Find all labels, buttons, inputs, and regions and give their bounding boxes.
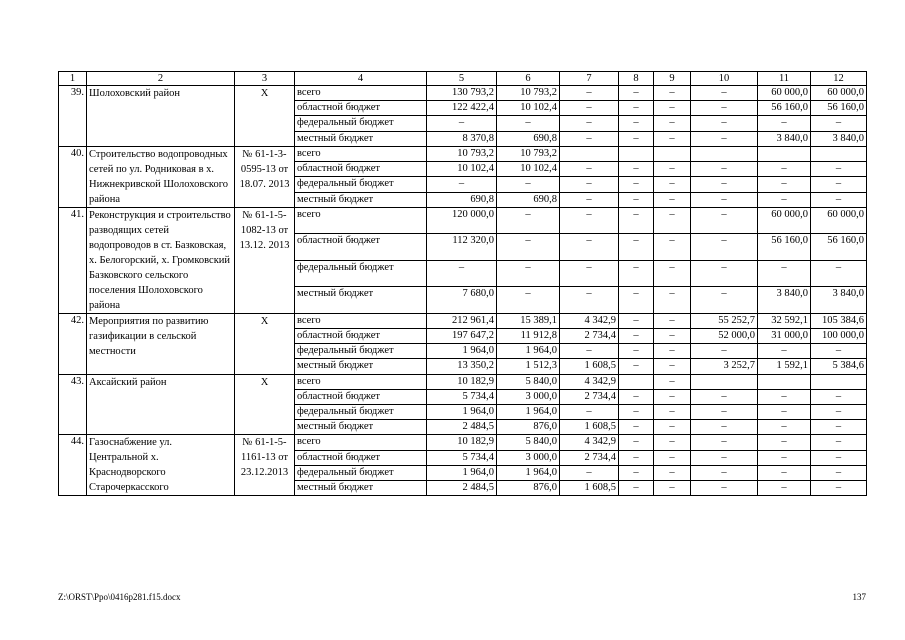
amount-cell: 3 000,0: [497, 389, 560, 404]
amount-cell: 1 608,5: [560, 481, 619, 496]
amount-cell: 8 370,8: [427, 131, 497, 146]
budget-source: всего: [295, 374, 427, 389]
amount-cell: –: [619, 177, 654, 192]
amount-cell: –: [758, 116, 811, 131]
amount-cell: –: [654, 450, 691, 465]
budget-source: федеральный бюджет: [295, 260, 427, 287]
amount-cell: –: [497, 287, 560, 314]
budget-source: местный бюджет: [295, 359, 427, 374]
amount-cell: 1 608,5: [560, 359, 619, 374]
header-cell: 4: [295, 72, 427, 86]
table-row: [59, 207, 867, 234]
amount-cell: 5 734,4: [427, 450, 497, 465]
amount-cell: –: [619, 131, 654, 146]
amount-cell: [811, 146, 867, 161]
amount-cell: 60 000,0: [811, 86, 867, 101]
amount-cell: –: [654, 131, 691, 146]
amount-cell: –: [691, 116, 758, 131]
header-cell: 5: [427, 72, 497, 86]
amount-cell: –: [560, 101, 619, 116]
amount-cell: –: [497, 207, 560, 234]
amount-cell: –: [691, 192, 758, 207]
amount-cell: –: [758, 465, 811, 480]
amount-cell: –: [691, 404, 758, 419]
amount-cell: –: [758, 192, 811, 207]
budget-source: всего: [295, 313, 427, 328]
amount-cell: 5 384,6: [811, 359, 867, 374]
amount-cell: –: [619, 287, 654, 314]
table-row: [59, 435, 867, 450]
amount-cell: –: [654, 192, 691, 207]
amount-cell: 1 964,0: [497, 344, 560, 359]
budget-source: федеральный бюджет: [295, 116, 427, 131]
amount-cell: 1 608,5: [560, 420, 619, 435]
budget-table: [58, 71, 867, 496]
amount-cell: 1 964,0: [427, 404, 497, 419]
amount-cell: 10 793,2: [497, 146, 560, 161]
header-cell: 8: [619, 72, 654, 86]
budget-source: федеральный бюджет: [295, 404, 427, 419]
amount-cell: –: [811, 162, 867, 177]
row-number: 41.: [59, 207, 87, 313]
amount-cell: 876,0: [497, 420, 560, 435]
amount-cell: –: [811, 177, 867, 192]
amount-cell: –: [427, 116, 497, 131]
header-cell: 2: [87, 72, 235, 86]
amount-cell: –: [619, 162, 654, 177]
amount-cell: –: [758, 404, 811, 419]
amount-cell: –: [560, 404, 619, 419]
amount-cell: –: [654, 116, 691, 131]
amount-cell: –: [619, 234, 654, 261]
amount-cell: –: [560, 207, 619, 234]
amount-cell: –: [811, 404, 867, 419]
amount-cell: –: [497, 177, 560, 192]
amount-cell: –: [560, 177, 619, 192]
amount-cell: 10 793,2: [427, 146, 497, 161]
budget-source: местный бюджет: [295, 420, 427, 435]
amount-cell: –: [560, 260, 619, 287]
amount-cell: –: [560, 116, 619, 131]
amount-cell: –: [560, 192, 619, 207]
amount-cell: 10 102,4: [427, 162, 497, 177]
amount-cell: 60 000,0: [758, 86, 811, 101]
amount-cell: –: [654, 481, 691, 496]
amount-cell: 2 484,5: [427, 420, 497, 435]
amount-cell: 130 793,2: [427, 86, 497, 101]
amount-cell: –: [811, 389, 867, 404]
budget-source: федеральный бюджет: [295, 177, 427, 192]
amount-cell: –: [619, 420, 654, 435]
amount-cell: 4 342,9: [560, 435, 619, 450]
row-number: 43.: [59, 374, 87, 435]
amount-cell: –: [619, 435, 654, 450]
budget-source: областной бюджет: [295, 162, 427, 177]
amount-cell: –: [758, 420, 811, 435]
header-cell: 7: [560, 72, 619, 86]
amount-cell: –: [560, 287, 619, 314]
document-ref: Х: [235, 86, 295, 147]
amount-cell: 55 252,7: [691, 313, 758, 328]
amount-cell: 100 000,0: [811, 328, 867, 343]
amount-cell: –: [619, 116, 654, 131]
amount-cell: –: [758, 260, 811, 287]
budget-source: местный бюджет: [295, 192, 427, 207]
column-number-row: [59, 72, 867, 86]
budget-source: местный бюджет: [295, 481, 427, 496]
amount-cell: –: [691, 420, 758, 435]
amount-cell: –: [691, 450, 758, 465]
amount-cell: –: [619, 328, 654, 343]
table-row: [59, 146, 867, 161]
object-name: Шолоховский район: [87, 86, 235, 147]
amount-cell: –: [619, 344, 654, 359]
amount-cell: 60 000,0: [758, 207, 811, 234]
budget-source: всего: [295, 435, 427, 450]
document-ref: № 61-1-5-1082-13 от 13.12. 2013: [235, 207, 295, 313]
amount-cell: –: [427, 260, 497, 287]
amount-cell: –: [654, 465, 691, 480]
amount-cell: –: [654, 86, 691, 101]
amount-cell: 1 592,1: [758, 359, 811, 374]
amount-cell: [758, 374, 811, 389]
amount-cell: 2 734,4: [560, 389, 619, 404]
budget-source: областной бюджет: [295, 101, 427, 116]
amount-cell: 56 160,0: [811, 101, 867, 116]
amount-cell: –: [654, 162, 691, 177]
amount-cell: 1 964,0: [497, 404, 560, 419]
amount-cell: –: [691, 481, 758, 496]
amount-cell: 3 840,0: [811, 287, 867, 314]
amount-cell: –: [654, 260, 691, 287]
amount-cell: –: [758, 162, 811, 177]
amount-cell: –: [654, 344, 691, 359]
amount-cell: –: [560, 86, 619, 101]
amount-cell: 32 592,1: [758, 313, 811, 328]
amount-cell: 2 734,4: [560, 328, 619, 343]
amount-cell: –: [619, 465, 654, 480]
budget-source: местный бюджет: [295, 131, 427, 146]
amount-cell: –: [654, 420, 691, 435]
row-number: 40.: [59, 146, 87, 207]
amount-cell: –: [619, 192, 654, 207]
amount-cell: –: [654, 287, 691, 314]
header-cell: 10: [691, 72, 758, 86]
amount-cell: 5 840,0: [497, 374, 560, 389]
amount-cell: –: [619, 389, 654, 404]
row-number: 39.: [59, 86, 87, 147]
amount-cell: 3 840,0: [811, 131, 867, 146]
amount-cell: –: [691, 162, 758, 177]
amount-cell: –: [758, 389, 811, 404]
amount-cell: –: [654, 177, 691, 192]
amount-cell: –: [654, 435, 691, 450]
amount-cell: 56 160,0: [811, 234, 867, 261]
amount-cell: 1 964,0: [427, 465, 497, 480]
amount-cell: –: [758, 450, 811, 465]
amount-cell: –: [691, 101, 758, 116]
amount-cell: –: [691, 177, 758, 192]
amount-cell: –: [619, 260, 654, 287]
amount-cell: –: [654, 404, 691, 419]
amount-cell: 1 512,3: [497, 359, 560, 374]
amount-cell: –: [654, 328, 691, 343]
amount-cell: 56 160,0: [758, 101, 811, 116]
amount-cell: 10 793,2: [497, 86, 560, 101]
amount-cell: 690,8: [427, 192, 497, 207]
amount-cell: 10 102,4: [497, 101, 560, 116]
amount-cell: –: [811, 260, 867, 287]
budget-source: областной бюджет: [295, 450, 427, 465]
amount-cell: –: [758, 481, 811, 496]
amount-cell: 10 182,9: [427, 435, 497, 450]
document-ref: № 61-1-5-1161-13 от 23.12.2013: [235, 435, 295, 496]
amount-cell: –: [691, 389, 758, 404]
table-body: [59, 72, 867, 496]
amount-cell: 1 964,0: [427, 344, 497, 359]
amount-cell: –: [560, 131, 619, 146]
amount-cell: –: [691, 344, 758, 359]
amount-cell: –: [497, 260, 560, 287]
amount-cell: –: [427, 177, 497, 192]
amount-cell: –: [497, 116, 560, 131]
row-number: 44.: [59, 435, 87, 496]
amount-cell: –: [619, 481, 654, 496]
amount-cell: –: [619, 101, 654, 116]
page-number: 137: [852, 592, 866, 602]
amount-cell: 3 252,7: [691, 359, 758, 374]
amount-cell: 5 840,0: [497, 435, 560, 450]
budget-source: всего: [295, 146, 427, 161]
amount-cell: –: [654, 374, 691, 389]
amount-cell: 5 734,4: [427, 389, 497, 404]
amount-cell: [619, 146, 654, 161]
amount-cell: –: [758, 177, 811, 192]
amount-cell: –: [811, 420, 867, 435]
budget-source: областной бюджет: [295, 328, 427, 343]
amount-cell: –: [691, 234, 758, 261]
document-ref: Х: [235, 374, 295, 435]
amount-cell: –: [811, 192, 867, 207]
amount-cell: 120 000,0: [427, 207, 497, 234]
amount-cell: –: [619, 359, 654, 374]
amount-cell: –: [811, 465, 867, 480]
amount-cell: 212 961,4: [427, 313, 497, 328]
amount-cell: [758, 146, 811, 161]
header-cell: 11: [758, 72, 811, 86]
amount-cell: 122 422,4: [427, 101, 497, 116]
amount-cell: 2 484,5: [427, 481, 497, 496]
amount-cell: 112 320,0: [427, 234, 497, 261]
amount-cell: –: [560, 465, 619, 480]
header-cell: 12: [811, 72, 867, 86]
amount-cell: 690,8: [497, 192, 560, 207]
header-cell: 9: [654, 72, 691, 86]
amount-cell: –: [619, 313, 654, 328]
amount-cell: [619, 374, 654, 389]
amount-cell: 690,8: [497, 131, 560, 146]
amount-cell: –: [811, 450, 867, 465]
amount-cell: 876,0: [497, 481, 560, 496]
object-name: Строительство водопроводных сетей по ул. Родниковая в х. Нижнекривской Шолоховского района: [87, 146, 235, 207]
amount-cell: 3 840,0: [758, 131, 811, 146]
amount-cell: 13 350,2: [427, 359, 497, 374]
amount-cell: 7 680,0: [427, 287, 497, 314]
amount-cell: –: [619, 450, 654, 465]
amount-cell: –: [654, 207, 691, 234]
object-name: Газоснабжение ул. Центральной х. Краснодворского Старочеркасского: [87, 435, 235, 496]
amount-cell: –: [691, 260, 758, 287]
amount-cell: 3 840,0: [758, 287, 811, 314]
file-path: Z:\ORST\Ppo\0416p281.f15.docx: [58, 592, 181, 602]
amount-cell: 197 647,2: [427, 328, 497, 343]
amount-cell: –: [560, 162, 619, 177]
budget-source: всего: [295, 86, 427, 101]
amount-cell: –: [654, 101, 691, 116]
amount-cell: –: [497, 234, 560, 261]
amount-cell: –: [654, 359, 691, 374]
budget-source: федеральный бюджет: [295, 465, 427, 480]
amount-cell: 2 734,4: [560, 450, 619, 465]
table-row: [59, 374, 867, 389]
object-name: Аксайский район: [87, 374, 235, 435]
amount-cell: 60 000,0: [811, 207, 867, 234]
amount-cell: [811, 374, 867, 389]
budget-source: областной бюджет: [295, 389, 427, 404]
amount-cell: –: [619, 404, 654, 419]
amount-cell: –: [560, 344, 619, 359]
amount-cell: –: [811, 481, 867, 496]
amount-cell: 52 000,0: [691, 328, 758, 343]
amount-cell: –: [691, 287, 758, 314]
amount-cell: [654, 146, 691, 161]
amount-cell: –: [691, 435, 758, 450]
amount-cell: –: [654, 389, 691, 404]
budget-source: областной бюджет: [295, 234, 427, 261]
table-row: [59, 86, 867, 101]
document-ref: № 61-1-3-0595-13 от 18.07. 2013: [235, 146, 295, 207]
table-row: [59, 313, 867, 328]
amount-cell: 15 389,1: [497, 313, 560, 328]
amount-cell: [691, 374, 758, 389]
amount-cell: –: [654, 313, 691, 328]
amount-cell: [560, 146, 619, 161]
header-cell: 3: [235, 72, 295, 86]
amount-cell: –: [560, 234, 619, 261]
amount-cell: 3 000,0: [497, 450, 560, 465]
amount-cell: –: [619, 86, 654, 101]
header-cell: 1: [59, 72, 87, 86]
amount-cell: –: [691, 465, 758, 480]
amount-cell: –: [811, 116, 867, 131]
amount-cell: 31 000,0: [758, 328, 811, 343]
header-cell: 6: [497, 72, 560, 86]
amount-cell: –: [758, 344, 811, 359]
amount-cell: –: [811, 435, 867, 450]
document-ref: Х: [235, 313, 295, 374]
amount-cell: 4 342,9: [560, 313, 619, 328]
amount-cell: –: [691, 207, 758, 234]
amount-cell: 105 384,6: [811, 313, 867, 328]
object-name: Реконструкция и строительство разводящих сетей водопроводов в ст. Базковская, х. Белогорский, х. Громковский Базковского сельского поселения Шолоховского района: [87, 207, 235, 313]
amount-cell: –: [691, 131, 758, 146]
amount-cell: –: [691, 86, 758, 101]
budget-source: местный бюджет: [295, 287, 427, 314]
amount-cell: 56 160,0: [758, 234, 811, 261]
amount-cell: 11 912,8: [497, 328, 560, 343]
amount-cell: –: [758, 435, 811, 450]
amount-cell: [691, 146, 758, 161]
budget-source: федеральный бюджет: [295, 344, 427, 359]
amount-cell: 1 964,0: [497, 465, 560, 480]
budget-source: всего: [295, 207, 427, 234]
amount-cell: –: [654, 234, 691, 261]
amount-cell: –: [811, 344, 867, 359]
amount-cell: 10 102,4: [497, 162, 560, 177]
object-name: Мероприятия по развитию газификации в сельской местности: [87, 313, 235, 374]
amount-cell: –: [619, 207, 654, 234]
amount-cell: 10 182,9: [427, 374, 497, 389]
amount-cell: 4 342,9: [560, 374, 619, 389]
row-number: 42.: [59, 313, 87, 374]
